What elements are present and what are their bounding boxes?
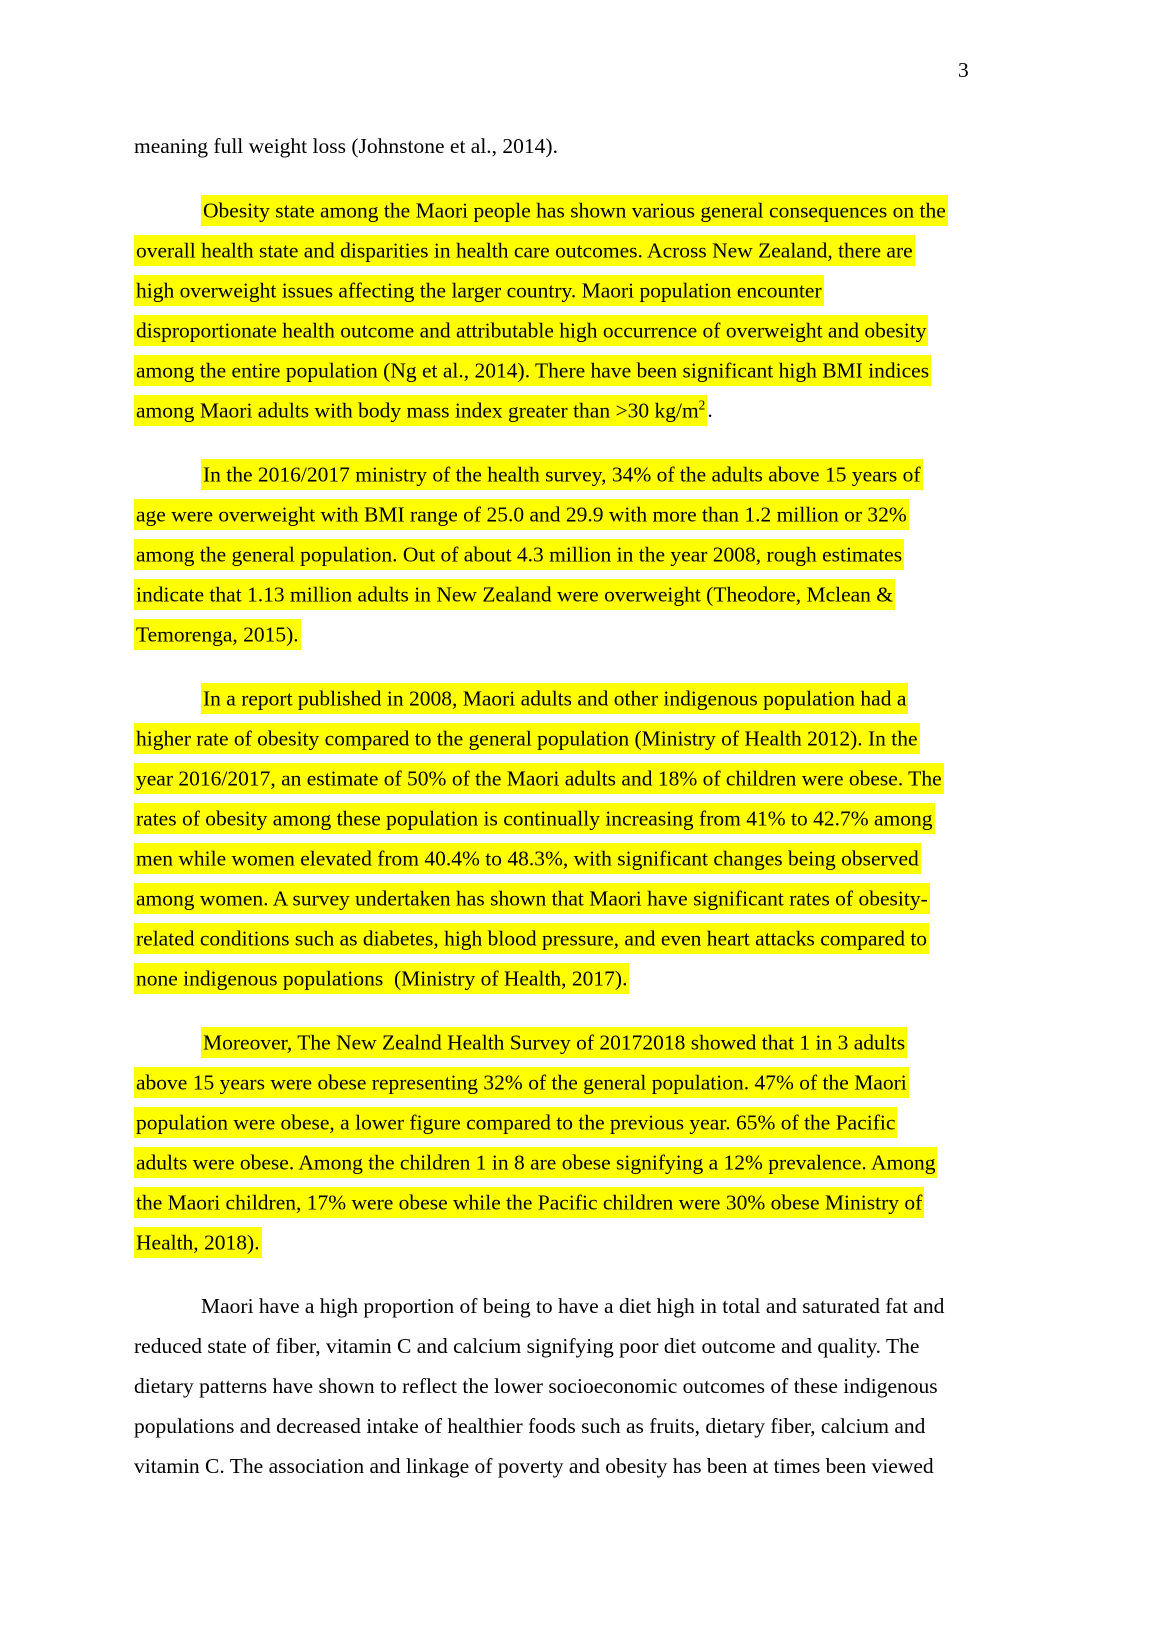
text-line	[134, 454, 994, 494]
text-line	[134, 1062, 994, 1102]
plain-text: meaning full weight loss (Johnstone et al., 2014).	[134, 134, 558, 158]
highlighted-text: Temorenga, 2015).	[134, 619, 301, 650]
text-line	[134, 494, 994, 534]
page-number: 3	[958, 58, 969, 82]
text-line	[134, 1446, 994, 1486]
paragraph	[134, 678, 994, 998]
highlighted-text: among Maori adults with body mass index greater than >30 $kg/m^2$	[134, 395, 707, 426]
highlighted-text: men while women elevated from 40.4% to 48.3%, with significant changes being observed	[134, 843, 921, 874]
text-line	[134, 350, 994, 390]
paragraph	[134, 454, 994, 654]
highlighted-text: Moreover, The New Zealnd Health Survey of 20172018 showed that 1 in 3 adults	[201, 1027, 907, 1058]
text-line	[134, 1142, 994, 1182]
text-line	[134, 390, 994, 430]
plain-text: dietary patterns have shown to reflect the lower socioeconomic outcomes of these indigenous	[134, 1374, 938, 1398]
text-line	[134, 1182, 994, 1222]
highlighted-text: rates of obesity among these population is continually increasing from 41% to 42.7% among	[134, 803, 935, 834]
plain-text: vitamin C. The association and linkage of poverty and obesity has been at times been viewed	[134, 1454, 934, 1478]
paragraph	[134, 1286, 994, 1486]
text-line	[134, 958, 994, 998]
text-line	[134, 126, 994, 166]
highlighted-text: among the entire population (Ng et al., 2014). There have been significant high BMI indices	[134, 355, 931, 386]
highlighted-text: overall health state and disparities in health care outcomes. Across New Zealand, there are	[134, 235, 915, 266]
highlighted-text: Health, 2018).	[134, 1227, 262, 1258]
text-line	[134, 718, 994, 758]
text-line	[134, 1326, 994, 1366]
text-line	[134, 614, 994, 654]
highlighted-text: the Maori children, 17% were obese while the Pacific children were 30% obese Ministry of	[134, 1187, 924, 1218]
highlighted-text: none indigenous populations (Ministry of Health, 2017).	[134, 963, 629, 994]
plain-text: populations and decreased intake of healthier foods such as fruits, dietary fiber, calcium and	[134, 1414, 926, 1438]
text-line	[134, 230, 994, 270]
highlighted-text: high overweight issues affecting the larger country. Maori population encounter	[134, 275, 824, 306]
plain-text: Maori have a high proportion of being to have a diet high in total and saturated fat and	[201, 1294, 945, 1318]
superscript: 2	[698, 396, 706, 412]
highlighted-text: among the general population. Out of about 4.3 million in the year 2008, rough estimates	[134, 539, 904, 570]
text-line	[134, 1022, 994, 1062]
text-line	[134, 918, 994, 958]
highlighted-text: indicate that 1.13 million adults in New Zealand were overweight (Theodore, Mclean &	[134, 579, 895, 610]
paragraph	[134, 126, 994, 166]
text-line	[134, 1366, 994, 1406]
highlighted-text: population were obese, a lower figure compared to the previous year. 65% of the Pacific	[134, 1107, 897, 1138]
text-line	[134, 190, 994, 230]
text-line	[134, 574, 994, 614]
highlighted-text: In the 2016/2017 ministry of the health survey, 34% of the adults above 15 years of	[201, 459, 923, 490]
text-line	[134, 758, 994, 798]
paragraph	[134, 1022, 994, 1262]
text-line	[134, 270, 994, 310]
text-line	[134, 1102, 994, 1142]
highlighted-text: In a report published in 2008, Maori adults and other indigenous population had a	[201, 683, 908, 714]
text-line	[134, 310, 994, 350]
highlighted-text: related conditions such as diabetes, high blood pressure, and even heart attacks compared to	[134, 923, 929, 954]
text-line	[134, 1286, 994, 1326]
highlighted-text: among women. A survey undertaken has shown that Maori have significant rates of obesity-	[134, 883, 930, 914]
text-line	[134, 1406, 994, 1446]
text-line	[134, 838, 994, 878]
highlighted-text: adults were obese. Among the children 1 in 8 are obese signifying a 12% prevalence. Among	[134, 1147, 937, 1178]
highlighted-text: age were overweight with BMI range of 25.0 and 29.9 with more than 1.2 million or 32%	[134, 499, 909, 530]
text-line	[134, 534, 994, 574]
plain-text: reduced state of fiber, vitamin C and calcium signifying poor diet outcome and quality. The	[134, 1334, 920, 1358]
highlighted-text: above 15 years were obese representing 32% of the general population. 47% of the Maori	[134, 1067, 909, 1098]
highlighted-text: disproportionate health outcome and attributable high occurrence of overweight and obesity	[134, 315, 928, 346]
paragraph	[134, 190, 994, 430]
text-line	[134, 878, 994, 918]
highlighted-text: higher rate of obesity compared to the general population (Ministry of Health 2012). In the	[134, 723, 920, 754]
text-line	[134, 798, 994, 838]
highlighted-text: year 2016/2017, an estimate of 50% of the Maori adults and 18% of children were obese. The	[134, 763, 944, 794]
highlighted-text: Obesity state among the Maori people has shown various general consequences on the	[201, 195, 948, 226]
plain-text: .	[707, 398, 713, 422]
text-line	[134, 678, 994, 718]
text-line	[134, 1222, 994, 1262]
document-body	[134, 126, 994, 1510]
